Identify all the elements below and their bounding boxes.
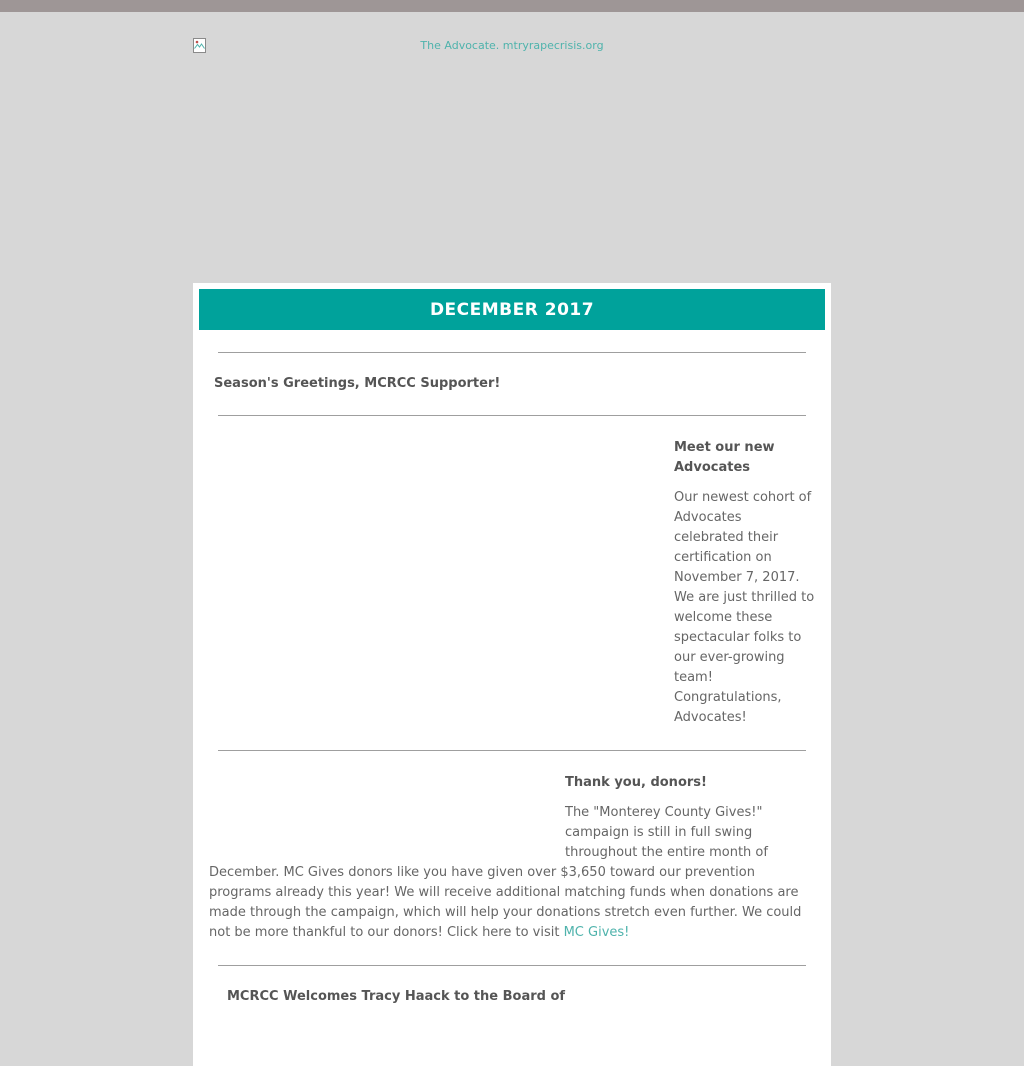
greeting-text: Season's Greetings, MCRCC Supporter!: [214, 376, 501, 391]
email-content: [199, 352, 825, 1006]
email-preheader: [193, 38, 831, 54]
advocates-body: Our newest cohort of Advocates celebrated their certification on November 7, 2017. We are just thrilled to welcome these spectacular folks to our ever-growing team! Congratulations, Advocates!: [674, 490, 815, 725]
broken-image-icon: [193, 38, 206, 57]
donors-body-text: The "Monterey County Gives!" campaign is still in full swing throughout the entire month of December. MC Gives donors like you have given over $3,650 toward our prevention programs already this year! We will receive additional matching funds when donations are made through the campaign, which will help your donations stretch even further. We could not be more thankful to our donors! Click here to visit: [209, 805, 802, 940]
advocates-section: [209, 438, 815, 728]
issue-banner: [199, 289, 825, 330]
section-divider: [218, 352, 806, 353]
donors-heading: Thank you, donors!: [565, 775, 707, 790]
newsletter-alt-link[interactable]: The Advocate. mtryrapecrisis.org: [420, 39, 604, 52]
issue-title: DECEMBER 2017: [429, 299, 595, 320]
advocates-heading: Meet our new Advocates: [674, 440, 775, 475]
donors-photo-placeholder: [209, 773, 565, 863]
mc-gives-link[interactable]: MC Gives!: [563, 925, 630, 940]
email-body-card: [193, 283, 831, 1066]
advocates-photo-placeholder: [209, 438, 674, 738]
section-divider: [218, 750, 806, 751]
board-heading: MCRCC Welcomes Tracy Haack to the Board of: [227, 989, 566, 1004]
section-divider: [218, 965, 806, 966]
window-top-bar: [0, 0, 1024, 12]
section-divider: [218, 415, 806, 416]
donors-section: [209, 773, 815, 943]
